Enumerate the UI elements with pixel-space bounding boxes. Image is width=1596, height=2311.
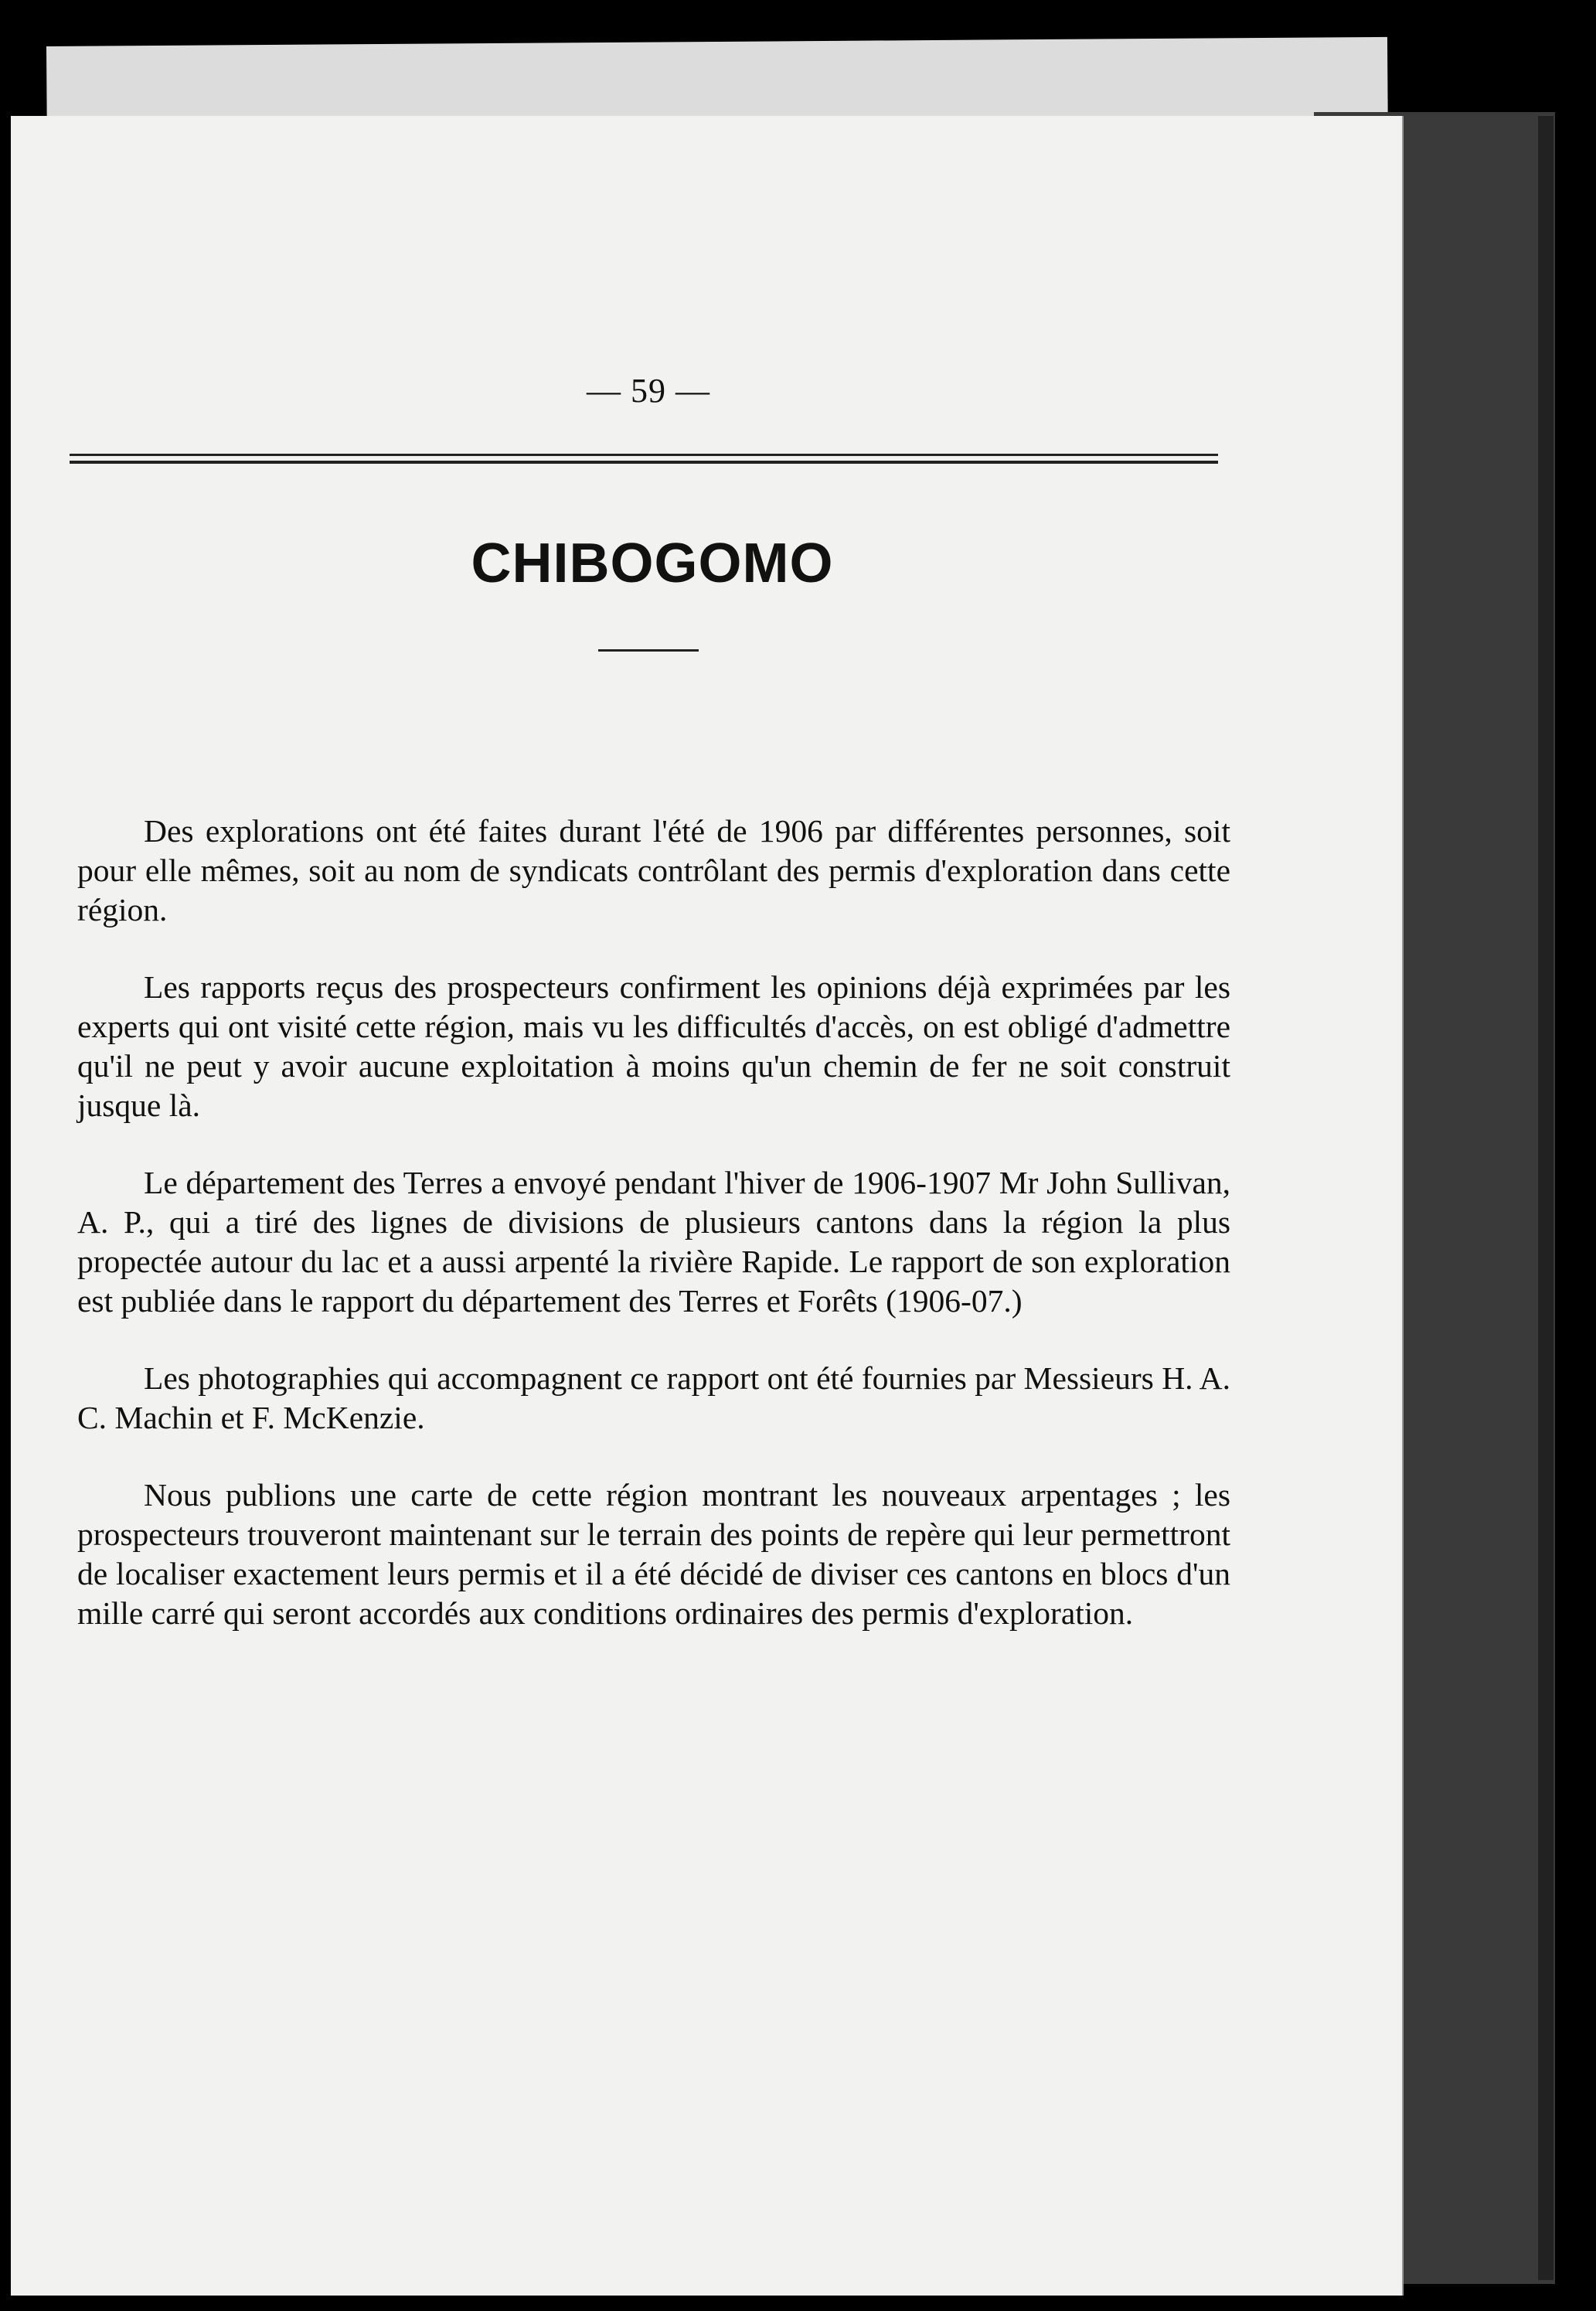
paragraph: Le département des Terres a envoyé pendant l'hiver de 1906-1907 Mr John Sullivan, A. P., qui a tiré des lignes de divisions de plusieurs cantons dans la région la plus propectée autour du lac et a aussi arpenté la rivière Rapide. Le rapport de son exploration est publiée dans le rapport du département des Terres et Forêts (1906-07.) [77,1165,1230,1319]
paragraph: Les photographies qui accompagnent ce rapport ont été fournies par Messieurs H. A. C. Machin et F. McKenzie. [77,1360,1230,1435]
page-number: — 59 — [587,372,710,410]
page-title: CHIBOGOMO [471,533,834,594]
paragraph: Nous publions une carte de cette région montrant les nouveaux arpentages ; les prospecteurs trouveront maintenant sur le terrain des points de repère qui leur permettront de localiser exactement leurs permis et il a été décidé de diviser ces cantons en blocs d'un mille carré qui seront accordés aux conditions ordinaires des permis d'exploration. [77,1477,1230,1631]
header-rule-bottom [70,461,1218,464]
paragraph: Les rapports reçus des prospecteurs confirment les opinions déjà exprimées par les experts qui ont visité cette région, mais vu les difficultés d'accès, on est obligé d'admettre qu'il ne peut y avoir aucune exploitation à moins qu'un chemin de fer ne soit construit jusque là. [77,969,1230,1123]
title-rule [598,649,699,652]
header-rule-top [70,454,1218,456]
body-text [77,812,1230,1671]
back-sheet-edge [1538,116,1553,2280]
paragraph: Des explorations ont été faites durant l'été de 1906 par différentes personnes, soit pour elle mêmes, soit au nom de syndicats contrôlant des permis d'exploration dans cette région. [77,813,1230,927]
document-page [11,116,1402,2296]
